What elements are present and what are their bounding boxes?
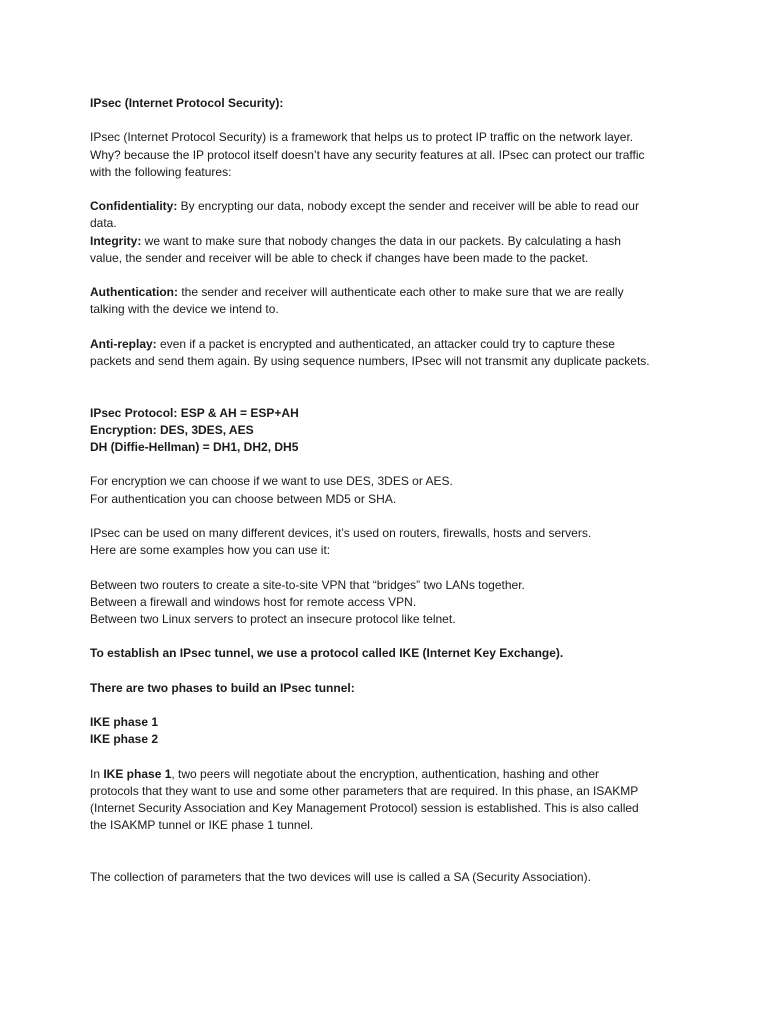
integrity-label: Integrity: (90, 233, 142, 248)
confidentiality-text-2: data. (90, 216, 117, 231)
confidentiality-label: Confidentiality: (90, 199, 178, 214)
document-page (90, 95, 690, 886)
example-2: Between a firewall and windows host for remote access VPN. (90, 594, 417, 609)
anti-replay-paragraph (90, 336, 690, 353)
example-3: Between two Linux servers to protect an insecure protocol like telnet. (90, 611, 456, 626)
authentication-text: the sender and receiver will authenticate each other to make sure that we are really (178, 285, 624, 300)
intro-line-2: Why? because the IP protocol itself doesn’t have any security features at all. IPsec can protect our traffic (90, 147, 645, 162)
authentication-choice: For authentication you can choose between MD5 or SHA. (90, 491, 397, 506)
intro-line-3: with the following features: (90, 164, 232, 179)
phase1-desc-text: , two peers will negotiate about the encryption, authentication, hashing and other (171, 766, 599, 781)
intro-line-1: IPsec (Internet Protocol Security) is a framework that helps us to protect IP traffic on the network layer. (90, 130, 634, 145)
dh-line: DH (Diffie-Hellman) = DH1, DH2, DH5 (90, 439, 299, 454)
phase1-desc-bold: IKE phase 1 (103, 766, 172, 781)
devices-line-2: Here are some examples how you can use it: (90, 543, 331, 558)
document-title: IPsec (Internet Protocol Security): (90, 96, 284, 110)
phases-intro: There are two phases to build an IPsec tunnel: (90, 680, 355, 695)
phase1-desc-line-3: (Internet Security Association and Key Management Protocol) session is established. This is also called (90, 801, 639, 816)
integrity-text: we want to make sure that nobody changes the data in our packets. By calculating a hash (141, 233, 621, 248)
encryption-line: Encryption: DES, 3DES, AES (90, 422, 254, 437)
authentication-text-2: talking with the device we intend to. (90, 302, 279, 317)
phase1-desc-line-2: protocols that they want to use and some other parameters that are required. In this phase, an ISAKMP (90, 783, 639, 798)
example-1: Between two routers to create a site-to-site VPN that “bridges” two LANs together. (90, 577, 525, 592)
phase1-desc-line-4: the ISAKMP tunnel or IKE phase 1 tunnel. (90, 818, 314, 833)
sa-line: The collection of parameters that the two devices will use is called a SA (Security Association). (90, 869, 591, 884)
integrity-text-2: value, the sender and receiver will be able to check if changes have been made to the packet. (90, 250, 589, 265)
protocol-line: IPsec Protocol: ESP & AH = ESP+AH (90, 405, 299, 420)
phase-1-item: IKE phase 1 (90, 715, 159, 730)
phase1-desc-prefix: In (90, 766, 104, 781)
phase1-desc-line-1 (90, 766, 690, 783)
integrity-paragraph (90, 233, 690, 250)
anti-replay-text-2: packets and send them again. By using sequence numbers, IPsec will not transmit any duplicate packets. (90, 353, 650, 368)
encryption-choice: For encryption we can choose if we want to use DES, 3DES or AES. (90, 474, 453, 489)
ike-intro: To establish an IPsec tunnel, we use a protocol called IKE (Internet Key Exchange). (90, 646, 564, 661)
devices-line-1: IPsec can be used on many different devices, it’s used on routers, firewalls, hosts and servers. (90, 525, 592, 540)
anti-replay-label: Anti-replay: (90, 336, 157, 351)
confidentiality-text: By encrypting our data, nobody except the sender and receiver will be able to read our (177, 199, 639, 214)
anti-replay-text: even if a packet is encrypted and authenticated, an attacker could try to capture these (156, 336, 615, 351)
confidentiality-paragraph (90, 198, 690, 215)
authentication-label: Authentication: (90, 285, 178, 300)
authentication-paragraph (90, 284, 690, 301)
phase-2-item: IKE phase 2 (90, 732, 159, 747)
